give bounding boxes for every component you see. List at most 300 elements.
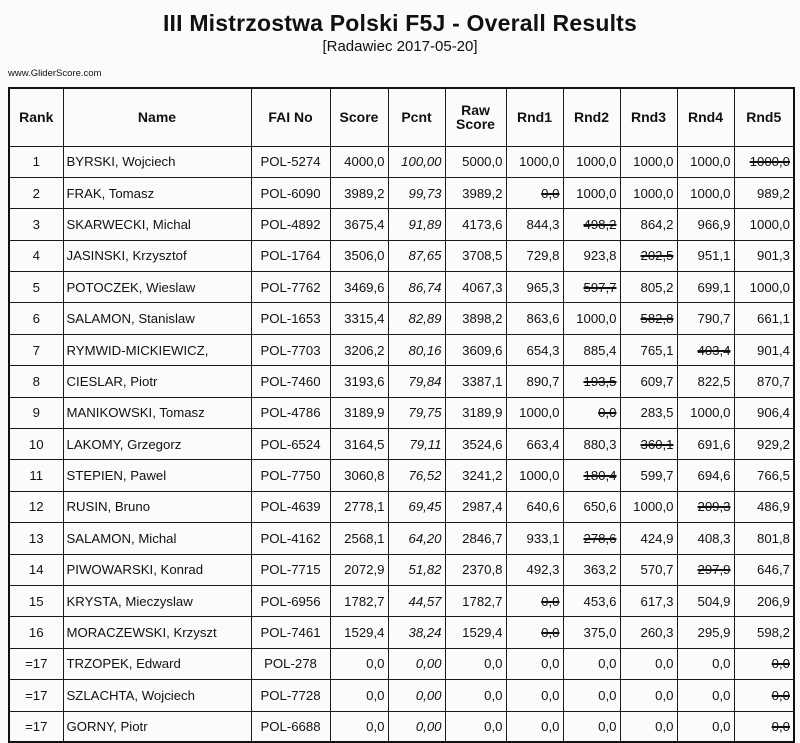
round-score: 766,5 — [756, 468, 790, 484]
round-score: 951,1 — [697, 248, 731, 264]
percent-cell: 76,52 — [388, 460, 445, 491]
round-1-cell — [506, 460, 563, 491]
round-2-cell — [563, 272, 620, 303]
pilot-name-cell: STEPIEN, Pawel — [63, 460, 251, 491]
round-2-cell — [563, 680, 620, 711]
round-score: 1000,0 — [576, 311, 617, 327]
fai-no-cell: POL-7762 — [251, 272, 330, 303]
pilot-name-cell: SZLACHTA, Wojciech — [63, 680, 251, 711]
round-score: 206,9 — [756, 593, 790, 609]
round-3-cell — [620, 366, 677, 397]
dropped-round-score: 498,2 — [583, 216, 617, 232]
round-score: 0,0 — [712, 656, 731, 672]
round-4-cell — [677, 240, 734, 271]
rank-cell: 16 — [9, 617, 63, 648]
raw-score-cell: 3241,2 — [445, 460, 506, 491]
rank-cell: 2 — [9, 177, 63, 208]
round-2-cell — [563, 491, 620, 522]
score-cell: 3206,2 — [330, 334, 388, 365]
round-1-cell — [506, 648, 563, 679]
pilot-name-cell: BYRSKI, Wojciech — [63, 146, 251, 177]
table-row — [9, 585, 794, 616]
dropped-round-score: 403,4 — [697, 342, 731, 358]
score-cell: 3060,8 — [330, 460, 388, 491]
table-row — [9, 209, 794, 240]
round-1-cell — [506, 711, 563, 742]
raw-score-cell: 0,0 — [445, 648, 506, 679]
website-label: www.GliderScore.com — [8, 68, 102, 79]
pilot-name-cell: SALAMON, Michal — [63, 523, 251, 554]
round-4-cell — [677, 272, 734, 303]
fai-no-cell: POL-6688 — [251, 711, 330, 742]
dropped-round-score: 0,0 — [771, 656, 790, 672]
round-5-cell — [734, 334, 794, 365]
percent-cell: 82,89 — [388, 303, 445, 334]
round-2-cell — [563, 334, 620, 365]
dropped-round-score: 278,6 — [583, 530, 617, 546]
pilot-name-cell: LAKOMY, Grzegorz — [63, 429, 251, 460]
round-2-cell — [563, 429, 620, 460]
page-title: III Mistrzostwa Polski F5J - Overall Results — [162, 10, 638, 36]
round-3-cell — [620, 429, 677, 460]
fai-no-cell: POL-7728 — [251, 680, 330, 711]
round-1-cell — [506, 523, 563, 554]
round-3-cell — [620, 240, 677, 271]
round-5-cell — [734, 272, 794, 303]
raw-score-cell: 1529,4 — [445, 617, 506, 648]
round-score: 654,3 — [526, 342, 560, 358]
round-3-cell — [620, 397, 677, 428]
round-score: 260,3 — [640, 625, 674, 641]
table-row — [9, 680, 794, 711]
round-score: 901,3 — [756, 248, 790, 264]
round-5-cell — [734, 554, 794, 585]
round-score: 890,7 — [526, 373, 560, 389]
round-1-cell — [506, 240, 563, 271]
round-4-cell — [677, 303, 734, 334]
round-3-cell — [620, 209, 677, 240]
pilot-name-cell: POTOCZEK, Wieslaw — [63, 272, 251, 303]
round-3-cell — [620, 554, 677, 585]
raw-score-cell: 5000,0 — [445, 146, 506, 177]
round-2-cell — [563, 177, 620, 208]
round-4-cell — [677, 334, 734, 365]
round-score: 906,4 — [756, 405, 790, 421]
round-2-cell — [563, 146, 620, 177]
percent-cell: 87,65 — [388, 240, 445, 271]
pilot-name-cell: KRYSTA, Mieczyslaw — [63, 585, 251, 616]
round-4-cell — [677, 397, 734, 428]
round-score: 790,7 — [697, 311, 731, 327]
round-score: 1000,0 — [519, 154, 560, 170]
table-row — [9, 554, 794, 585]
round-score: 504,9 — [697, 593, 731, 609]
rank-cell: 8 — [9, 366, 63, 397]
header-rnd1: Rnd1 — [506, 88, 563, 146]
dropped-round-score: 0,0 — [598, 405, 617, 421]
score-cell: 3193,6 — [330, 366, 388, 397]
round-4-cell — [677, 209, 734, 240]
score-cell: 2072,9 — [330, 554, 388, 585]
round-score: 0,0 — [541, 687, 560, 703]
fai-no-cell: POL-5274 — [251, 146, 330, 177]
round-1-cell — [506, 680, 563, 711]
round-3-cell — [620, 272, 677, 303]
pilot-name-cell: MORACZEWSKI, Krzyszt — [63, 617, 251, 648]
round-2-cell — [563, 523, 620, 554]
round-5-cell — [734, 460, 794, 491]
round-5-cell — [734, 366, 794, 397]
table-row — [9, 460, 794, 491]
dropped-round-score: 209,3 — [697, 499, 731, 515]
header-name: Name — [63, 88, 251, 146]
round-2-cell — [563, 554, 620, 585]
round-3-cell — [620, 523, 677, 554]
round-3-cell — [620, 617, 677, 648]
table-row — [9, 177, 794, 208]
round-1-cell — [506, 491, 563, 522]
round-2-cell — [563, 711, 620, 742]
header-pcnt: Pcnt — [388, 88, 445, 146]
fai-no-cell: POL-7750 — [251, 460, 330, 491]
round-score: 424,9 — [640, 530, 674, 546]
fai-no-cell: POL-4162 — [251, 523, 330, 554]
round-score: 1000,0 — [690, 405, 731, 421]
round-score: 283,5 — [640, 405, 674, 421]
raw-score-cell: 2987,4 — [445, 491, 506, 522]
round-1-cell — [506, 272, 563, 303]
dropped-round-score: 0,0 — [541, 625, 560, 641]
fai-no-cell: POL-1764 — [251, 240, 330, 271]
round-score: 989,2 — [756, 185, 790, 201]
rank-cell: 10 — [9, 429, 63, 460]
round-5-cell — [734, 303, 794, 334]
table-row — [9, 303, 794, 334]
header-rnd2: Rnd2 — [563, 88, 620, 146]
round-1-cell — [506, 429, 563, 460]
rank-cell: 4 — [9, 240, 63, 271]
round-4-cell — [677, 711, 734, 742]
round-score: 599,7 — [640, 468, 674, 484]
percent-cell: 100,00 — [388, 146, 445, 177]
round-5-cell — [734, 491, 794, 522]
score-cell: 0,0 — [330, 680, 388, 711]
round-score: 1000,0 — [749, 216, 790, 232]
dropped-round-score: 0,0 — [541, 593, 560, 609]
rank-cell: 14 — [9, 554, 63, 585]
round-score: 640,6 — [526, 499, 560, 515]
round-3-cell — [620, 711, 677, 742]
fai-no-cell: POL-7460 — [251, 366, 330, 397]
score-cell: 0,0 — [330, 648, 388, 679]
dropped-round-score: 1000,0 — [749, 154, 790, 170]
rank-cell: 5 — [9, 272, 63, 303]
percent-cell: 69,45 — [388, 491, 445, 522]
round-4-cell — [677, 554, 734, 585]
rank-cell: =17 — [9, 648, 63, 679]
round-score: 844,3 — [526, 216, 560, 232]
raw-score-cell: 0,0 — [445, 711, 506, 742]
round-5-cell — [734, 146, 794, 177]
rank-cell: 9 — [9, 397, 63, 428]
round-2-cell — [563, 617, 620, 648]
dropped-round-score: 0,0 — [541, 185, 560, 201]
score-cell: 3469,6 — [330, 272, 388, 303]
raw-score-cell: 3387,1 — [445, 366, 506, 397]
round-1-cell — [506, 303, 563, 334]
fai-no-cell: POL-7461 — [251, 617, 330, 648]
round-3-cell — [620, 648, 677, 679]
round-score: 0,0 — [598, 687, 617, 703]
round-1-cell — [506, 366, 563, 397]
pilot-name-cell: FRAK, Tomasz — [63, 177, 251, 208]
percent-cell: 51,82 — [388, 554, 445, 585]
percent-cell: 91,89 — [388, 209, 445, 240]
percent-cell: 79,84 — [388, 366, 445, 397]
rank-cell: 11 — [9, 460, 63, 491]
results-table — [8, 87, 795, 743]
round-3-cell — [620, 177, 677, 208]
round-1-cell — [506, 585, 563, 616]
round-5-cell — [734, 648, 794, 679]
round-score: 864,2 — [640, 216, 674, 232]
percent-cell: 0,00 — [388, 711, 445, 742]
raw-score-cell: 3189,9 — [445, 397, 506, 428]
round-5-cell — [734, 209, 794, 240]
table-row — [9, 648, 794, 679]
fai-no-cell: POL-4892 — [251, 209, 330, 240]
score-cell: 1529,4 — [330, 617, 388, 648]
round-score: 1000,0 — [690, 154, 731, 170]
round-score: 694,6 — [697, 468, 731, 484]
round-score: 492,3 — [526, 562, 560, 578]
table-row — [9, 146, 794, 177]
header-rank: Rank — [9, 88, 63, 146]
pilot-name-cell: GORNY, Piotr — [63, 711, 251, 742]
raw-score-cell: 0,0 — [445, 680, 506, 711]
round-score: 598,2 — [756, 625, 790, 641]
round-2-cell — [563, 240, 620, 271]
round-1-cell — [506, 397, 563, 428]
round-score: 375,0 — [583, 625, 617, 641]
table-row — [9, 334, 794, 365]
round-score: 408,3 — [697, 530, 731, 546]
rank-cell: 6 — [9, 303, 63, 334]
table-row — [9, 366, 794, 397]
raw-score-cell: 3989,2 — [445, 177, 506, 208]
round-score: 699,1 — [697, 279, 731, 295]
percent-cell: 79,11 — [388, 429, 445, 460]
score-cell: 4000,0 — [330, 146, 388, 177]
table-row — [9, 711, 794, 742]
round-5-cell — [734, 177, 794, 208]
raw-score-cell: 3898,2 — [445, 303, 506, 334]
round-score: 822,5 — [697, 373, 731, 389]
header-rnd4: Rnd4 — [677, 88, 734, 146]
round-3-cell — [620, 491, 677, 522]
pilot-name-cell: RUSIN, Bruno — [63, 491, 251, 522]
percent-cell: 86,74 — [388, 272, 445, 303]
pilot-name-cell: SKARWECKI, Michal — [63, 209, 251, 240]
round-score: 1000,0 — [519, 405, 560, 421]
dropped-round-score: 193,5 — [583, 373, 617, 389]
round-score: 617,3 — [640, 593, 674, 609]
percent-cell: 64,20 — [388, 523, 445, 554]
pilot-name-cell: SALAMON, Stanislaw — [63, 303, 251, 334]
score-cell: 3189,9 — [330, 397, 388, 428]
rank-cell: =17 — [9, 711, 63, 742]
raw-score-cell: 2846,7 — [445, 523, 506, 554]
raw-score-cell: 2370,8 — [445, 554, 506, 585]
raw-score-cell: 4173,6 — [445, 209, 506, 240]
table-row — [9, 397, 794, 428]
pilot-name-cell: RYMWID-MICKIEWICZ, — [63, 334, 251, 365]
round-2-cell — [563, 397, 620, 428]
round-2-cell — [563, 303, 620, 334]
pilot-name-cell: CIESLAR, Piotr — [63, 366, 251, 397]
percent-cell: 38,24 — [388, 617, 445, 648]
round-score: 0,0 — [712, 687, 731, 703]
rank-cell: 7 — [9, 334, 63, 365]
round-5-cell — [734, 429, 794, 460]
rank-cell: 12 — [9, 491, 63, 522]
round-2-cell — [563, 460, 620, 491]
round-4-cell — [677, 366, 734, 397]
raw-score-cell: 1782,7 — [445, 585, 506, 616]
round-4-cell — [677, 177, 734, 208]
event-subtitle: [Radawiec 2017-05-20] — [322, 38, 478, 55]
dropped-round-score: 0,0 — [771, 687, 790, 703]
score-cell: 3164,5 — [330, 429, 388, 460]
score-cell: 3989,2 — [330, 177, 388, 208]
round-2-cell — [563, 648, 620, 679]
table-row — [9, 491, 794, 522]
round-score: 661,1 — [756, 311, 790, 327]
header-row — [9, 88, 794, 146]
round-score: 1000,0 — [633, 499, 674, 515]
round-5-cell — [734, 240, 794, 271]
dropped-round-score: 0,0 — [771, 718, 790, 734]
round-3-cell — [620, 680, 677, 711]
round-3-cell — [620, 334, 677, 365]
round-score: 0,0 — [598, 718, 617, 734]
round-1-cell — [506, 554, 563, 585]
raw-score-cell: 3708,5 — [445, 240, 506, 271]
round-score: 1000,0 — [576, 185, 617, 201]
round-4-cell — [677, 585, 734, 616]
score-cell: 0,0 — [330, 711, 388, 742]
round-score: 0,0 — [655, 718, 674, 734]
round-score: 805,2 — [640, 279, 674, 295]
round-score: 880,3 — [583, 436, 617, 452]
table-row — [9, 523, 794, 554]
round-5-cell — [734, 711, 794, 742]
round-2-cell — [563, 209, 620, 240]
table-row — [9, 429, 794, 460]
fai-no-cell: POL-4786 — [251, 397, 330, 428]
dropped-round-score: 297,9 — [697, 562, 731, 578]
round-4-cell — [677, 460, 734, 491]
round-5-cell — [734, 585, 794, 616]
score-cell: 2778,1 — [330, 491, 388, 522]
round-4-cell — [677, 429, 734, 460]
score-cell: 1782,7 — [330, 585, 388, 616]
pilot-name-cell: PIWOWARSKI, Konrad — [63, 554, 251, 585]
round-3-cell — [620, 303, 677, 334]
round-2-cell — [563, 366, 620, 397]
round-2-cell — [563, 585, 620, 616]
rank-cell: 1 — [9, 146, 63, 177]
percent-cell: 99,73 — [388, 177, 445, 208]
round-score: 0,0 — [598, 656, 617, 672]
round-score: 0,0 — [541, 656, 560, 672]
dropped-round-score: 582,8 — [640, 311, 674, 327]
round-score: 0,0 — [541, 718, 560, 734]
fai-no-cell: POL-6956 — [251, 585, 330, 616]
round-score: 663,4 — [526, 436, 560, 452]
round-score: 885,4 — [583, 342, 617, 358]
round-score: 1000,0 — [633, 154, 674, 170]
round-score: 933,1 — [526, 530, 560, 546]
round-score: 0,0 — [712, 718, 731, 734]
round-score: 0,0 — [655, 687, 674, 703]
round-score: 923,8 — [583, 248, 617, 264]
round-score: 453,6 — [583, 593, 617, 609]
fai-no-cell: POL-6090 — [251, 177, 330, 208]
round-1-cell — [506, 146, 563, 177]
pilot-name-cell: TRZOPEK, Edward — [63, 648, 251, 679]
round-3-cell — [620, 585, 677, 616]
fai-no-cell: POL-4639 — [251, 491, 330, 522]
round-score: 1000,0 — [749, 279, 790, 295]
round-5-cell — [734, 397, 794, 428]
score-cell: 3675,4 — [330, 209, 388, 240]
table-row — [9, 240, 794, 271]
fai-no-cell: POL-7715 — [251, 554, 330, 585]
round-4-cell — [677, 146, 734, 177]
round-score: 570,7 — [640, 562, 674, 578]
header-raw-score: Raw Score — [445, 88, 506, 146]
round-score: 1000,0 — [576, 154, 617, 170]
percent-cell: 44,57 — [388, 585, 445, 616]
percent-cell: 79,75 — [388, 397, 445, 428]
dropped-round-score: 202,5 — [640, 248, 674, 264]
round-score: 966,9 — [697, 216, 731, 232]
round-score: 609,7 — [640, 373, 674, 389]
raw-score-cell: 4067,3 — [445, 272, 506, 303]
round-score: 765,1 — [640, 342, 674, 358]
round-score: 0,0 — [655, 656, 674, 672]
round-score: 863,6 — [526, 311, 560, 327]
percent-cell: 0,00 — [388, 648, 445, 679]
header-fai-no: FAI No — [251, 88, 330, 146]
round-4-cell — [677, 617, 734, 648]
raw-score-cell: 3524,6 — [445, 429, 506, 460]
round-score: 1000,0 — [519, 468, 560, 484]
fai-no-cell: POL-1653 — [251, 303, 330, 334]
table-row — [9, 617, 794, 648]
pilot-name-cell: MANIKOWSKI, Tomasz — [63, 397, 251, 428]
round-score: 646,7 — [756, 562, 790, 578]
round-score: 1000,0 — [690, 185, 731, 201]
round-1-cell — [506, 617, 563, 648]
round-score: 650,6 — [583, 499, 617, 515]
rank-cell: 3 — [9, 209, 63, 240]
round-3-cell — [620, 460, 677, 491]
round-score: 901,4 — [756, 342, 790, 358]
pilot-name-cell: JASINSKI, Krzysztof — [63, 240, 251, 271]
fai-no-cell: POL-6524 — [251, 429, 330, 460]
